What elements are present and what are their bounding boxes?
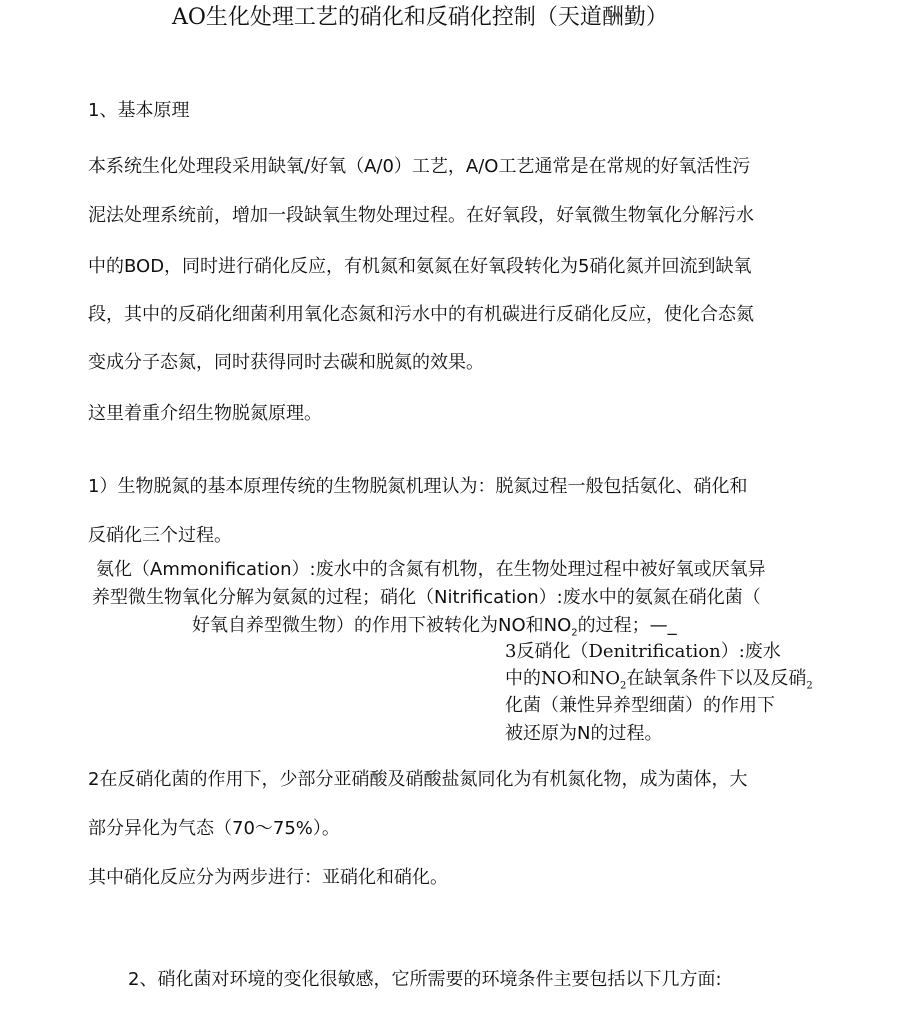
point1-line-1: 1）生物脱氮的基本原理传统的生物脱氮机理认为：脱氮过程一般包括氨化、硝化和 — [88, 476, 748, 497]
denitrification-line-2 — [505, 667, 813, 691]
ammonification-line-3-text: 好氧自养型微生物）的作用下被转化为NO和NO — [192, 615, 572, 636]
intro-line: 这里着重介绍生物脱氮原理。 — [88, 403, 322, 424]
denitrification-line-3: 化菌（兼性异养型细菌）的作用下 — [505, 695, 775, 716]
denit-subscript: 2 — [620, 680, 627, 692]
nitrite-subscript: 2 — [571, 627, 578, 639]
denitrification-line-1: 3反硝化（Denitrification）:废水 — [505, 641, 781, 662]
page-title: AO生化处理工艺的硝化和反硝化控制（天道酬勤） — [172, 5, 668, 30]
denitrification-line-2-text: 中的NO和NO — [505, 668, 621, 689]
para1-line-3: 中的BOD，同时进行硝化反应，有机氮和氨氮在好氧段转化为5硝化氮并回流到缺氧 — [88, 256, 752, 277]
denit-subscript-2: 2 — [806, 680, 813, 692]
denitrification-line-4: 被还原为N的过程。 — [505, 723, 663, 744]
point2-line-2: 部分异化为气态（70～75%）。 — [88, 818, 340, 839]
ammonification-line-2: 养型微生物氧化分解为氨氮的过程；硝化（Nitrification）:废水中的氨氮在硝化菌（ — [92, 587, 761, 608]
para1-line-1: 本系统生化处理段采用缺氧/好氧（A/0）工艺，A/O工艺通常是在常规的好氧活性污 — [88, 156, 751, 177]
para1-line-2: 泥法处理系统前，增加一段缺氧生物处理过程。在好氧段，好氧微生物氧化分解污水 — [88, 205, 754, 226]
ammonification-line-3 — [192, 614, 677, 638]
ammonification-line-3-end: 的过程；—_ — [577, 615, 677, 636]
steps-line: 其中硝化反应分为两步进行：亚硝化和硝化。 — [88, 867, 448, 888]
point2-line-1: 2在反硝化菌的作用下，少部分亚硝酸及硝酸盐氮同化为有机氮化物，成为菌体，大 — [88, 769, 748, 790]
para1-line-5: 变成分子态氮，同时获得同时去碳和脱氮的效果。 — [88, 352, 484, 373]
section2-heading: 2、硝化菌对环境的变化很敏感，它所需要的环境条件主要包括以下几方面: — [128, 969, 722, 990]
para1-line-4: 段，其中的反硝化细菌利用氧化态氮和污水中的有机碳进行反硝化反应，使化合态氮 — [88, 304, 754, 325]
denitrification-line-2-end: 在缺氧条件下以及反硝 — [626, 668, 807, 689]
point1-line-2: 反硝化三个过程。 — [88, 525, 232, 546]
ammonification-line-1: 氨化（Ammonification）:废水中的含氮有机物，在生物处理过程中被好氧或厌氧异 — [96, 559, 766, 580]
section1-heading: 1、基本原理 — [88, 100, 190, 121]
